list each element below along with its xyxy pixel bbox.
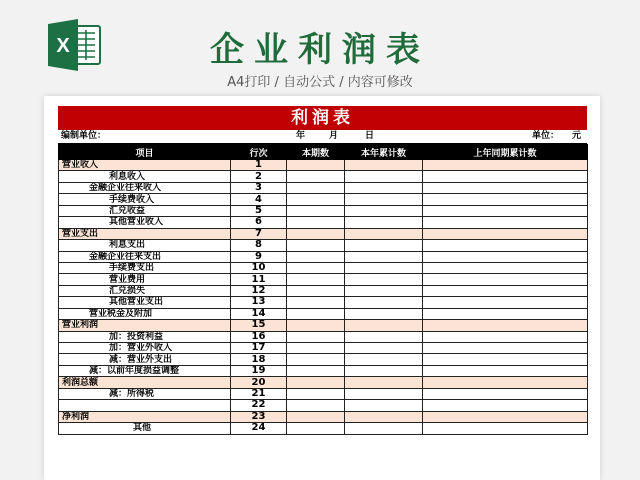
cell-prior-ytd[interactable] (423, 297, 588, 308)
cell-current[interactable] (287, 331, 345, 342)
cell-current[interactable] (287, 160, 345, 171)
cell-current[interactable] (287, 388, 345, 399)
table-row (59, 320, 588, 331)
cell-item[interactable]: 利息收入 (59, 171, 231, 182)
svg-text:X: X (56, 35, 70, 57)
col-header-prior-ytd: 上年同期累计数 (423, 145, 588, 160)
table-row (59, 262, 588, 273)
cell-line-number[interactable]: 8 (231, 240, 287, 251)
table-row (59, 285, 588, 296)
cell-current[interactable] (287, 182, 345, 193)
cell-ytd[interactable] (345, 377, 423, 388)
cell-item[interactable]: 减：营业外支出 (59, 354, 231, 365)
cell-current[interactable] (287, 240, 345, 251)
table-row (59, 240, 588, 251)
spreadsheet-preview (44, 96, 600, 480)
cell-current[interactable] (287, 354, 345, 365)
cell-item[interactable]: 其他营业收入 (59, 217, 231, 228)
cell-item[interactable]: 营业税金及附加 (59, 308, 231, 319)
cell-line-number[interactable]: 19 (231, 365, 287, 376)
cell-prior-ytd[interactable] (423, 388, 588, 399)
col-header-current: 本期数 (287, 145, 345, 160)
cell-current[interactable] (287, 365, 345, 376)
cell-current[interactable] (287, 217, 345, 228)
cell-line-number[interactable]: 9 (231, 251, 287, 262)
col-header-ytd: 本年累计数 (345, 145, 423, 160)
table-row (59, 182, 588, 193)
cell-ytd[interactable] (345, 228, 423, 239)
cell-item[interactable]: 营业收入 (59, 160, 231, 171)
cell-current[interactable] (287, 274, 345, 285)
cell-current[interactable] (287, 285, 345, 296)
cell-prior-ytd[interactable] (423, 331, 588, 342)
cell-ytd[interactable] (345, 160, 423, 171)
cell-item[interactable]: 利润总额 (59, 377, 231, 388)
cell-ytd[interactable] (345, 331, 423, 342)
cell-current[interactable] (287, 320, 345, 331)
table-row (59, 343, 588, 354)
cell-line-number[interactable]: 24 (231, 423, 287, 434)
sheet-title: 利润表 (58, 106, 587, 130)
cell-ytd[interactable] (345, 297, 423, 308)
unit-label: 编制单位： (61, 131, 107, 141)
cell-ytd[interactable] (345, 423, 423, 434)
cell-line-number[interactable]: 20 (231, 377, 287, 388)
cell-prior-ytd[interactable] (423, 194, 588, 205)
cell-current[interactable] (287, 377, 345, 388)
cell-item[interactable]: 加：投资利益 (59, 331, 231, 342)
table-row (59, 160, 588, 171)
table-row (59, 411, 588, 422)
cell-line-number[interactable]: 10 (231, 262, 287, 273)
table-row (59, 331, 588, 342)
cell-prior-ytd[interactable] (423, 228, 588, 239)
table-row (59, 388, 588, 399)
cell-line-number[interactable]: 21 (231, 388, 287, 399)
cell-ytd[interactable] (345, 285, 423, 296)
cell-current[interactable] (287, 171, 345, 182)
cell-prior-ytd[interactable] (423, 205, 588, 216)
cell-line-number[interactable]: 1 (231, 160, 287, 171)
cell-line-number[interactable]: 18 (231, 354, 287, 365)
cell-ytd[interactable] (345, 194, 423, 205)
table-row (59, 297, 588, 308)
cell-ytd[interactable] (345, 251, 423, 262)
cell-ytd[interactable] (345, 400, 423, 411)
currency-label: 单位： (532, 131, 560, 141)
cell-current[interactable] (287, 194, 345, 205)
year-label: 年 (296, 131, 306, 141)
cell-line-number[interactable]: 5 (231, 205, 287, 216)
cell-line-number[interactable]: 4 (231, 194, 287, 205)
table-row (59, 365, 588, 376)
month-label: 月 (329, 131, 339, 141)
cell-current[interactable] (287, 400, 345, 411)
cell-line-number[interactable]: 22 (231, 400, 287, 411)
cell-item[interactable]: 营业利润 (59, 320, 231, 331)
table-row (59, 205, 588, 216)
cell-prior-ytd[interactable] (423, 365, 588, 376)
cell-line-number[interactable]: 2 (231, 171, 287, 182)
cell-prior-ytd[interactable] (423, 274, 588, 285)
day-label: 日 (365, 131, 375, 141)
cell-current[interactable] (287, 308, 345, 319)
table-header-row (59, 145, 588, 160)
cell-item[interactable]: 其他营业支出 (59, 297, 231, 308)
cell-line-number[interactable]: 13 (231, 297, 287, 308)
cell-ytd[interactable] (345, 354, 423, 365)
cell-prior-ytd[interactable] (423, 354, 588, 365)
cell-ytd[interactable] (345, 320, 423, 331)
cell-ytd[interactable] (345, 343, 423, 354)
info-row (58, 130, 587, 144)
table-row (59, 194, 588, 205)
table-row (59, 251, 588, 262)
cell-line-number[interactable]: 11 (231, 274, 287, 285)
cell-prior-ytd[interactable] (423, 217, 588, 228)
cell-line-number[interactable]: 12 (231, 285, 287, 296)
cell-prior-ytd[interactable] (423, 285, 588, 296)
table-row (59, 274, 588, 285)
cell-prior-ytd[interactable] (423, 182, 588, 193)
cell-current[interactable] (287, 251, 345, 262)
cell-ytd[interactable] (345, 262, 423, 273)
table-row (59, 354, 588, 365)
cell-current[interactable] (287, 205, 345, 216)
cell-item[interactable]: 利息支出 (59, 240, 231, 251)
cell-item[interactable]: 其他 (59, 423, 231, 434)
cell-item[interactable]: 手续费支出 (59, 262, 231, 273)
cell-prior-ytd[interactable] (423, 160, 588, 171)
table-row (59, 423, 588, 434)
cell-item[interactable]: 汇兑损失 (59, 285, 231, 296)
cell-line-number[interactable]: 23 (231, 411, 287, 422)
cell-item[interactable] (59, 400, 231, 411)
cell-prior-ytd[interactable] (423, 171, 588, 182)
cell-prior-ytd[interactable] (423, 251, 588, 262)
cell-item[interactable]: 手续费收入 (59, 194, 231, 205)
cell-prior-ytd[interactable] (423, 423, 588, 434)
cell-prior-ytd[interactable] (423, 343, 588, 354)
cell-prior-ytd[interactable] (423, 377, 588, 388)
cell-line-number[interactable]: 16 (231, 331, 287, 342)
cell-item[interactable]: 净利润 (59, 411, 231, 422)
cell-item[interactable]: 加：营业外收入 (59, 343, 231, 354)
cell-current[interactable] (287, 262, 345, 273)
cell-ytd[interactable] (345, 274, 423, 285)
table-row (59, 228, 588, 239)
cell-line-number[interactable]: 17 (231, 343, 287, 354)
cell-prior-ytd[interactable] (423, 308, 588, 319)
cell-current[interactable] (287, 423, 345, 434)
cell-item[interactable]: 金融企业往来支出 (59, 251, 231, 262)
cell-item[interactable]: 金融企业往来收入 (59, 182, 231, 193)
cell-prior-ytd[interactable] (423, 400, 588, 411)
banner-title: 企业利润表 (210, 30, 430, 70)
cell-ytd[interactable] (345, 171, 423, 182)
cell-current[interactable] (287, 343, 345, 354)
cell-ytd[interactable] (345, 182, 423, 193)
cell-line-number[interactable]: 14 (231, 308, 287, 319)
cell-current[interactable] (287, 411, 345, 422)
banner-subtitle: A4打印 / 自动公式 / 内容可修改 (227, 75, 413, 90)
table-row (59, 217, 588, 228)
cell-line-number[interactable]: 7 (231, 228, 287, 239)
cell-current[interactable] (287, 228, 345, 239)
cell-ytd[interactable] (345, 388, 423, 399)
cell-item[interactable]: 减：以前年度损益调整 (59, 365, 231, 376)
cell-current[interactable] (287, 297, 345, 308)
col-header-item: 项目 (59, 145, 231, 160)
cell-item[interactable]: 营业费用 (59, 274, 231, 285)
cell-line-number[interactable]: 3 (231, 182, 287, 193)
cell-prior-ytd[interactable] (423, 240, 588, 251)
cell-ytd[interactable] (345, 205, 423, 216)
cell-item[interactable]: 减：所得税 (59, 388, 231, 399)
cell-prior-ytd[interactable] (423, 411, 588, 422)
cell-prior-ytd[interactable] (423, 320, 588, 331)
currency-value: 元 (572, 131, 582, 141)
cell-ytd[interactable] (345, 240, 423, 251)
cell-item[interactable]: 营业支出 (59, 228, 231, 239)
cell-line-number[interactable]: 15 (231, 320, 287, 331)
cell-ytd[interactable] (345, 217, 423, 228)
cell-item[interactable]: 汇兑收益 (59, 205, 231, 216)
cell-line-number[interactable]: 6 (231, 217, 287, 228)
cell-ytd[interactable] (345, 308, 423, 319)
table-row (59, 308, 588, 319)
table-row (59, 171, 588, 182)
cell-ytd[interactable] (345, 365, 423, 376)
col-header-line: 行次 (231, 145, 287, 160)
profit-table (58, 144, 588, 435)
table-row (59, 377, 588, 388)
table-row (59, 400, 588, 411)
cell-prior-ytd[interactable] (423, 262, 588, 273)
cell-ytd[interactable] (345, 411, 423, 422)
